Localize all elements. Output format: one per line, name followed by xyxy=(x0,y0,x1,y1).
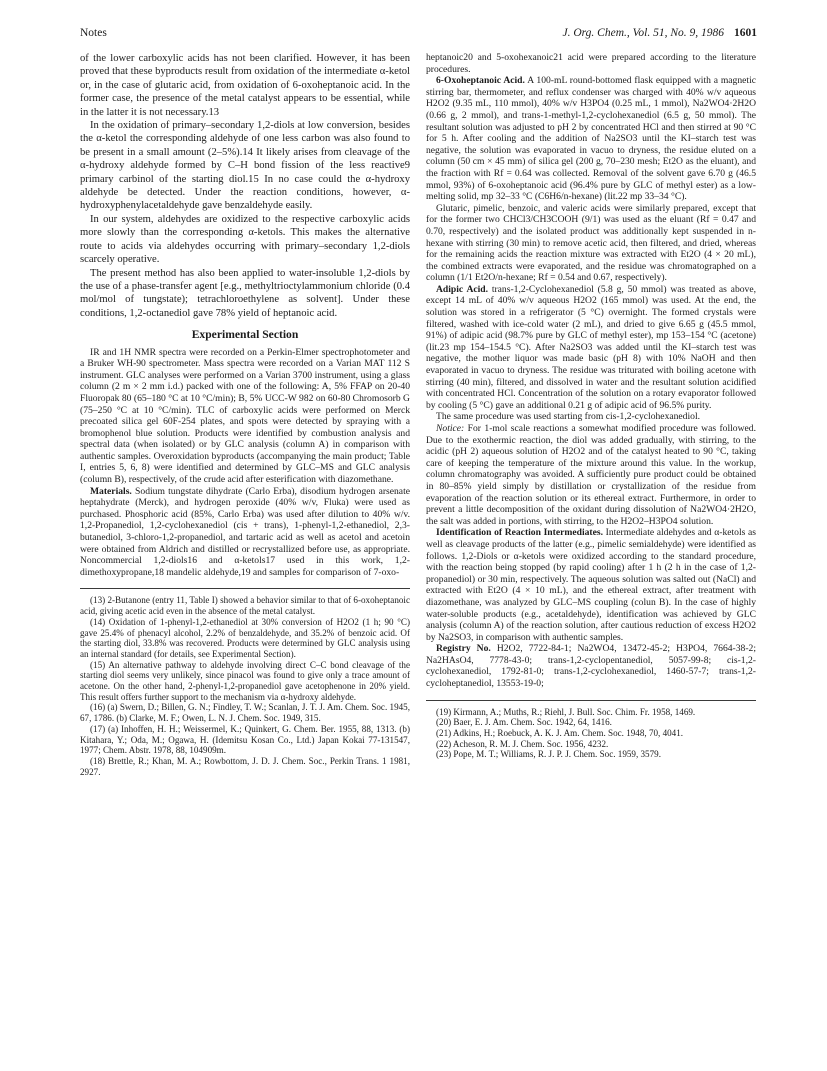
paragraph xyxy=(80,486,410,579)
paragraph: The same procedure was used starting from cis-1,2-cyclohexanediol. xyxy=(436,411,701,423)
paragraph xyxy=(426,643,756,689)
left-column xyxy=(80,52,410,777)
paragraph-body: Sodium tungstate dihydrate (Carlo Erba), disodium hydrogen arsenate heptahydrate (Merck), and hydrogen peroxide (40% w/v, Fluka) were used as purchased. Phosphoric acid (85%, Carlo Erba) was used after dilution to 40% w/v. 1,2-Propanediol, 1,2-cyclohexanediol (cis + trans), 1-phenyl-1,2-ethanediol, 2,3-butanediol, 3-chloro-1,2-propanediol, and tartaric acid as well as acetol and acetoin were obtained from Aldrich and distilled or recrystallized before use, as appropriate. Noncommercial 1,2-diols16 and α-ketols17 used in this work, 1,2-dimethoxypropane,18 mandelic aldehyde,19 and samples for comparison of 7-oxo- xyxy=(80,485,410,578)
footnote: (20) Baer, E. J. Am. Chem. Soc. 1942, 64, 1416. xyxy=(436,717,612,728)
paragraph-body: A 100-mL round-bottomed flask equipped with a magnetic stirring bar, thermometer, and reflux condenser was charged with 40% w/v aqueous H2O2 (9.35 mL, 110 mmol), 40% w/v H3PO4 (0.25 mL, 1 mmol), Na2WO4·2H2O (0.66 g, 2 mmol), and trans-1-methyl-1,2-cyclohexanediol (6.5 g, 50 mmol). The resultant solution was adjusted to pH 2 by concentrated HCl and then stirred at 90 °C for 5 h. After cooling and the addition of Na2SO3 until the KI–starch test was negative, the solution was evaporated in vacuo to dryness, the residue eluted on a column (50 cm × 45 mm) of silica gel (200 g, 70–230 mesh; Et2O as the eluant), and the fraction with Rf = 0.64 was collected. Removal of the solvent gave 6.70 g (46.5 mmol, 93%) of 6-oxoheptanoic acid (96.4% pure by GLC of methyl ester) as a low-melting solid, mp 32–33 °C (C6H6/n-hexane) (lit.22 mp 33–34 °C). xyxy=(426,75,756,203)
paragraph: The present method has also been applied to water-insoluble 1,2-diols by the use of a phase-transfer agent [e.g., methyltrioctylammonium chloride (0.4 mol/mol of tungstate); tetrachloroethylene as solvent]. Under these conditions, 1,2-octanediol gave 78% yield of heptanoic acid. xyxy=(80,267,410,319)
run-in-heading: Adipic Acid. xyxy=(436,283,489,295)
right-column xyxy=(426,52,756,760)
paragraph: of the lower carboxylic acids has not been clarified. However, it has been proved that these byproducts result from oxidation of the intermediate α-ketol or, in the case of glutaric acid, from oxidation of 6-oxoheptanoic acid. In the former case, the presence of the metal catalyst appears to be essential, while in the latter it is not necessary.13 xyxy=(80,53,410,118)
paragraph: In our system, aldehydes are oxidized to the respective carboxylic acids more slowly than the corresponding α-ketols. This makes the alternative route to acids via aldehydes occurring with primary–secondary 1,2-diols scarcely operative. xyxy=(80,213,410,266)
run-in-heading: Materials. xyxy=(90,485,132,497)
run-in-heading: Identification of Reaction Intermediates. xyxy=(436,527,603,539)
footnote-divider xyxy=(80,588,410,589)
paragraph-body: Intermediate aldehydes and α-ketols as well as cleavage products of the latter (e.g., pimelic semialdehyde) were identified as follows. 1,2-Diols or α-ketols were oxidized according to the standard procedure, with the reaction being stopped (by rapid cooling) after 1 h (2 h in the case of 1,2-propanediol) or 30 min, respectively. The aqueous solution was salted out (NaCl) and extracted with Et2O (4 × 10 mL), and the ethereal extract, after treatment with diazomethane, was analyzed by GLC–MS coupling (colun B). In the case of highly water-soluble products (e.g., acetaldehyde), identification was achieved by GLC analysis (column A) of the reaction solution, after cautious reduction of excess H2O2 by Na2SO3, in comparison with authentic samples. xyxy=(426,527,757,643)
run-in-heading: 6-Oxoheptanoic Acid. xyxy=(436,75,525,87)
section-heading: Experimental Section xyxy=(191,328,299,342)
paragraph xyxy=(426,75,756,203)
page-number: 1601 xyxy=(734,27,757,39)
run-in-heading: Registry No. xyxy=(436,643,491,655)
footnote: (14) Oxidation of 1-phenyl-1,2-ethanediol at 30% conversion of H2O2 (1 h; 90 °C) gave 25.4% of phenacyl alcohol, 2.2% of benzaldehyde, and 35.2% of benzoic acid. Of the starting diol, 33.8% was recovered. Products were determined by GLC analysis using an internal standard (for details, see Experimental Section). xyxy=(80,616,410,659)
footnote: (19) Kirmann, A.; Muths, R.; Riehl, J. Bull. Soc. Chim. Fr. 1958, 1469. xyxy=(436,706,696,717)
footnote: (15) An alternative pathway to aldehyde involving direct C–C bond cleavage of the starting diol seems very unlikely, since pinacol was found to give only a trace amount of acetone. On the other hand, 2-phenyl-1,2-propanediol gave acetophenone in 20% yield. This result offers further support to the mechanism via α-hydroxy aldehyde. xyxy=(80,659,410,702)
paragraph: In the oxidation of primary–secondary 1,2-diols at low conversion, besides the α-ketol the corresponding aldehyde of one less carbon was also found to be present in a small amount (2–5%).14 It likely arises from cleavage of the α-hydroxy aldehyde formed by C–H bond fission of the less reactive9 primary carbinol of the starting diol.15 In no case could the α-hydroxy aldehyde be detected. Under the reaction conditions, however, α-hydroxyphenylacetaldehyde gave benzaldehyde easily. xyxy=(80,120,410,212)
section-label: Notes xyxy=(80,27,107,39)
footnotes xyxy=(426,707,756,761)
paragraph xyxy=(426,527,756,643)
paragraph-body: trans-1,2-Cyclohexanediol (5.8 g, 50 mmol) was treated as above, except 14 mL of 40% w/v aqueous H2O2 (165 mmol) was used. At the end, the solution was stored in a refrigerator (5 °C) overnight. The formed crystals were filtered, washed with ice-cold water (2 mL), and dried to give 6.65 g (45.5 mmol, 91%) of adipic acid (98.7% pure by GLC of methyl ester), mp 153–154 °C (acetone) (lit.23 mp 154–154.5 °C). After Na2SO3 was added until the KI–starch test was negative, the mother liquor was made basic (pH 8) with 10% NaOH and then evaporated in vacuo to dryness. The residue was triturated with boiling acetone with stirring (40 min), filtered, and dissolved in water and the resultant solution acidified with concentrated HCl. Concentration of the solution on a rotary evaporator followed by cooling (5 °C) gave an additional 0.21 g of adipic acid of 96.5% purity. xyxy=(426,283,756,411)
journal-citation xyxy=(562,27,757,39)
footnote: (17) (a) Inhoffen, H. H.; Weissermel, K.; Quinkert, G. Chem. Ber. 1955, 88, 1313. (b) Kitahara, Y.; Oda, M.; Ogawa, H. (Idemitsu Kosan Co., Ltd.) Japan Kokai 77-131547, 1977; Chem. Abstr. 1978, 88, 104909m. xyxy=(80,723,410,756)
footnote: (18) Brettle, R.; Khan, M. A.; Rowbottom, J. D. J. Chem. Soc., Perkin Trans. 1 1981, 2927. xyxy=(80,755,410,777)
footnote: (16) (a) Swern, D.; Billen, G. N.; Findley, T. W.; Scanlan, J. T. J. Am. Chem. Soc. 1945, 67, 1786. (b) Clarke, M. F.; Owen, L. N. J. Chem. Soc. 1949, 315. xyxy=(80,702,410,724)
footnote: (13) 2-Butanone (entry 11, Table I) showed a behavior similar to that of 6-oxoheptanoic acid, giving acetic acid even in the absence of the metal catalyst. xyxy=(80,595,410,617)
paragraph-body: H2O2, 7722-84-1; Na2WO4, 13472-45-2; H3PO4, 7664-38-2; Na2HAsO4, 7778-43-0; trans-1,2-cyclopentanediol, 5057-99-8; cis-1,2-cyclohexanediol, 1792-81-0; trans-1,2-cyclohexanediol, 1460-57-7; trans-1,2-cycloheptanediol, 13553-19-0; xyxy=(426,643,756,690)
footnote-divider xyxy=(426,700,756,701)
paragraph: IR and 1H NMR spectra were recorded on a Perkin-Elmer spectrophotometer and a Bruker WH-90 spectrometer. Mass spectra were recorded on a Varian MAT 112 S instrument. GLC analyses were performed on a Varian 3700 instrument, using a glass column (2 m × 2 mm i.d.) packed with one of the following: A, 5% FFAP on 20-40 Fluoropak 80 (65–180 °C at 10 °C/min); B, 5% UCC-W 982 on 60-80 Chromosorb G (75–250 °C at 10 °C/min). TLC of carboxylic acids were performed on Merck precoated silica gel 60F-254 plates, and spots were detected by spraying with a bromophenol blue solution. Products were identified by combustion analysis and spectral data (when isolated) or by GLC analysis (column A) in comparison with authentic samples. Overoxidation byproducts (accompanying the main product; Table I, entries 5, 6, 8) were identified and determined by GLC–MS and GLC analysis (column B), respectively, of the crude acid after esterification with diazomethane. xyxy=(80,346,410,486)
journal-name: J. Org. Chem., Vol. 51, No. 9, 1986 xyxy=(562,27,724,39)
footnotes xyxy=(80,595,410,777)
paragraph: Glutaric, pimelic, benzoic, and valeric acids were similarly prepared, except that for the former two CHCl3/CH3COOH (9/1) was used as the eluant (Rf = 0.47 and 0.70, respectively) and the isolated product was additionally kept suspended in n-hexane with stirring (30 min) to remove acetic acid, then filtered, and dried, whereas for the remaining acids the reaction mixture was extracted with Et2O (4 × 20 mL), the combined extracts were evaporated, and the residue was chromatographed on a column (1/1 Et2O/n-hexane; Rf = 0.54 and 0.67, respectively). xyxy=(426,202,756,284)
paragraph: heptanoic20 and 5-oxohexanoic21 acid were prepared according to the literature procedures. xyxy=(426,52,756,75)
paragraph xyxy=(426,423,756,527)
run-in-heading: Notice: xyxy=(436,423,465,434)
running-header xyxy=(80,27,757,43)
footnote: (23) Pope, M. T.; Williams, R. J. P. J. Chem. Soc. 1959, 3579. xyxy=(436,749,661,760)
paragraph-body: For 1-mol scale reactions a somewhat modified procedure was followed. Due to the exothermic reaction, the diol was added gradually, with stirring, to the acidic (pH 2) aqueous solution of H2O2 and of the catalyst heated to 90 °C, taking care of keeping the temperature of the mixture around this value. In the workup, column chromatography was avoided. A sufficiently pure product could be obtained in 80–85% yield simply by distillation or crystallization of the residue from evaporation of the reaction solution or its ethereal extract. Furthermore, in order to prevent a little decomposition of the oxidant during dissolution of Na2WO4·2H2O, the salt was added in portions, with stirring, to the H2O2–H3PO4 solution. xyxy=(426,423,756,527)
paragraph xyxy=(426,284,756,412)
footnote: (21) Adkins, H.; Roebuck, A. K. J. Am. Chem. Soc. 1948, 70, 4041. xyxy=(436,728,684,739)
footnote: (22) Acheson, R. M. J. Chem. Soc. 1956, 4232. xyxy=(436,738,609,749)
